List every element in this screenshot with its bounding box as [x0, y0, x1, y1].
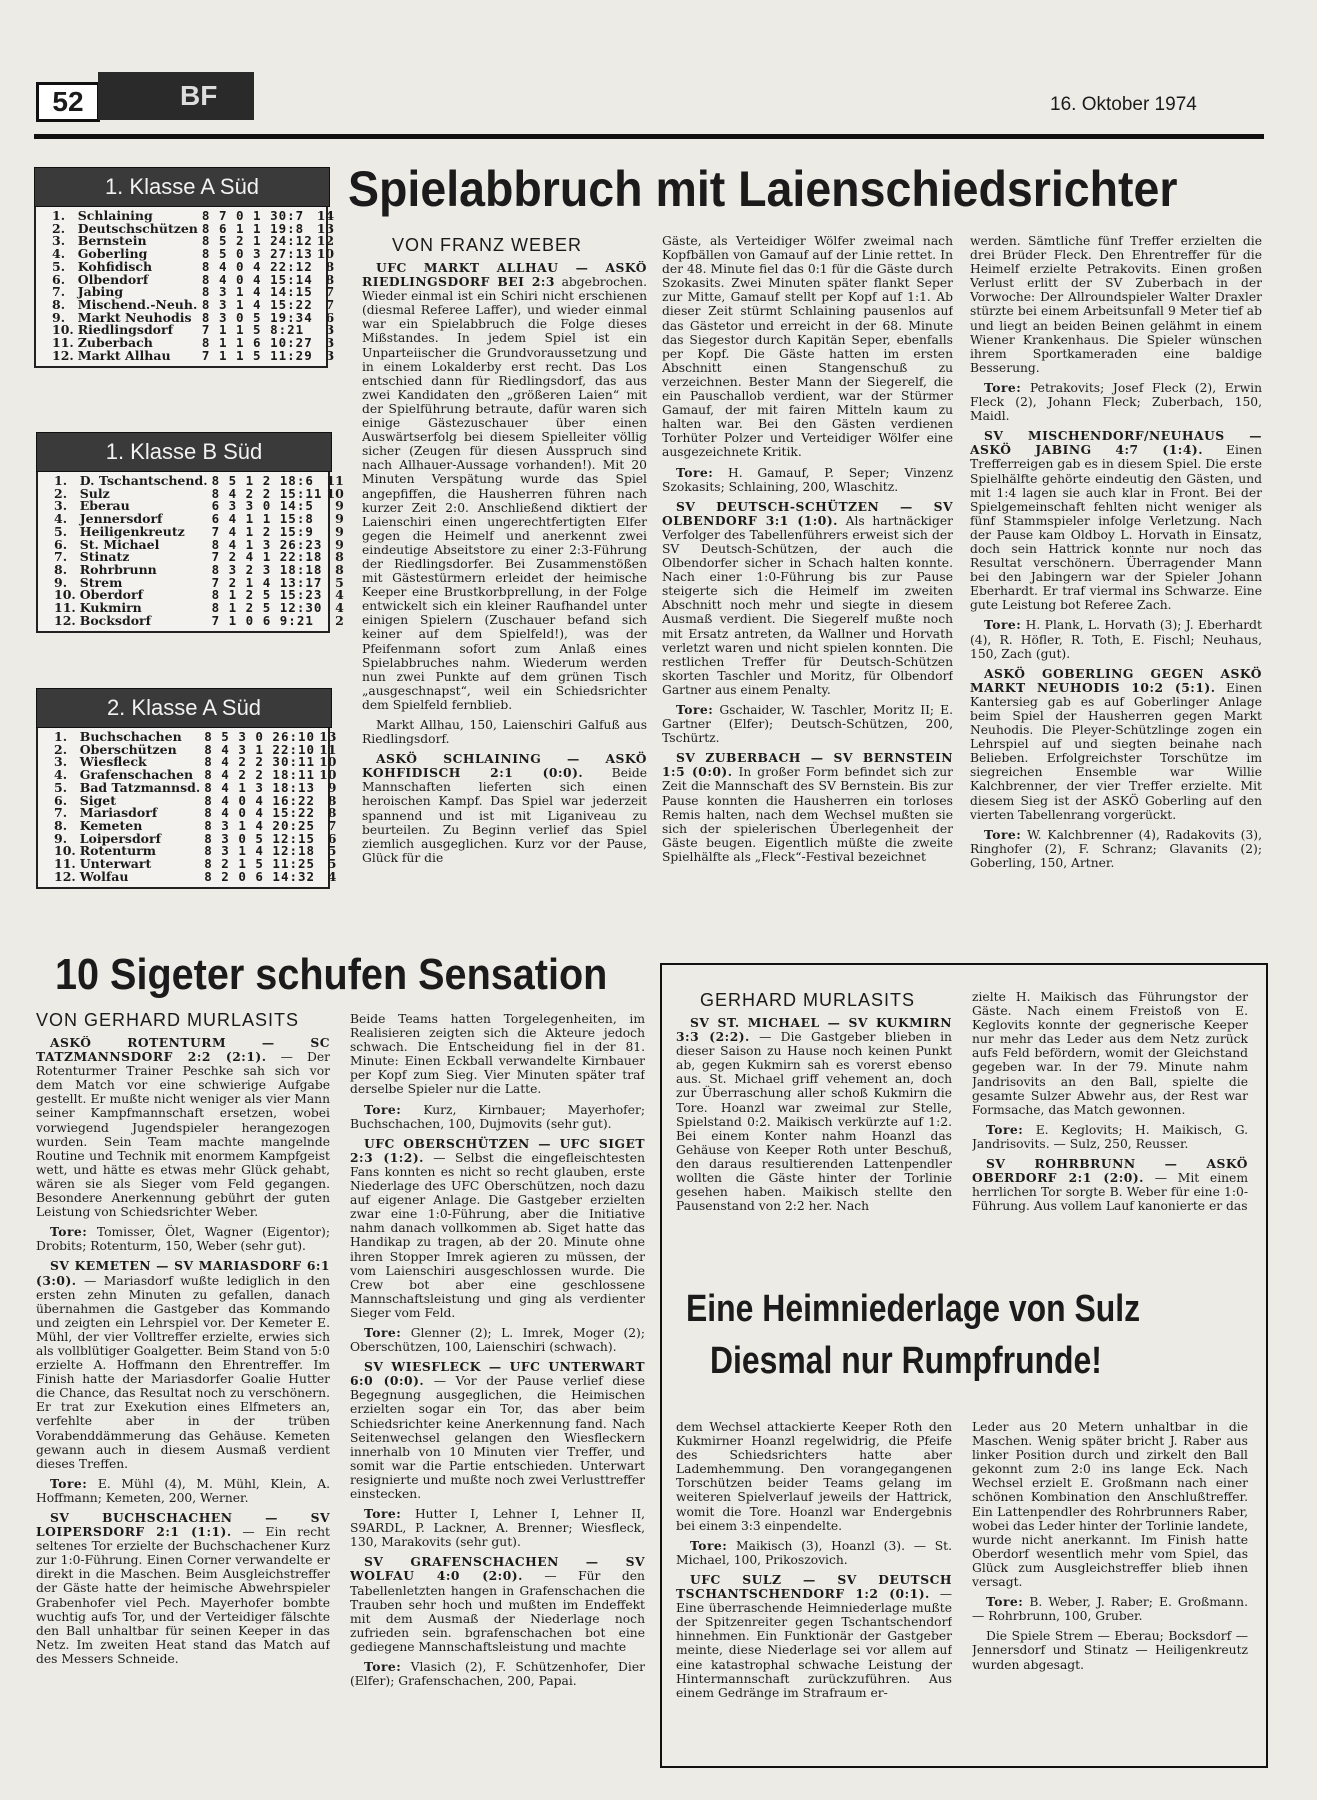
table-cell-n: 9. [54, 830, 68, 846]
article1-column-2 [662, 234, 953, 951]
paragraph-lead: Tore: [984, 826, 1022, 842]
paragraph [970, 618, 1262, 660]
table-cell-team: Jabing [77, 284, 124, 300]
table-cell-pts: 10 [316, 246, 335, 262]
table-cell-stats: 8 3 1 4 12:18 [204, 843, 316, 859]
table-cell-team: Oberschützen [79, 741, 177, 757]
table-cell-team: Eberau [79, 498, 130, 514]
table-cell-team: Olbendorf [77, 271, 149, 287]
table-cell-pts: 8 [325, 271, 335, 287]
table-cell-team: Heiligenkreutz [79, 523, 185, 539]
table-cell-pts: 4 [335, 600, 344, 616]
paragraph [350, 1012, 645, 1097]
table-cell-pts: 5 [335, 574, 344, 590]
table-cell-team: Zuberbach [77, 335, 153, 351]
table-cell-pts: 3 [325, 347, 335, 363]
article1-headline: Spielabbruch mit Laienschiedsrichter [348, 161, 1178, 217]
paragraph-text: H. Plank, L. Horvath (3); J. Eberhardt (4), R. Höfler, R. Toth, E. Fischl; Neuhaus, 150, Zach (gut). [970, 618, 1262, 661]
table-1-klasse-a-sued [34, 167, 335, 368]
paragraph-lead: UFC OBERSCHÜTZEN — UFC SIGET 2:3 (1:2). [350, 1135, 645, 1165]
table-title: 1. Klasse B Süd [36, 432, 332, 472]
table-cell-stats: 8 3 2 3 18:18 [211, 561, 323, 577]
paragraph-text: B. Weber, J. Raber; E. Großmann. — Rohrbrunn, 100, Gruber. [972, 1595, 1248, 1624]
table-cell-team: Kohfidisch [77, 258, 153, 274]
table-cell-stats: 7 1 1 5 8:21 [201, 322, 305, 338]
paragraph [350, 1660, 645, 1688]
table-cell-stats: 8 3 0 5 12:15 [204, 830, 316, 846]
paragraph [972, 990, 1248, 1117]
table-cell-team: St. Michael [79, 536, 160, 552]
table-cell-n: 10. [52, 322, 74, 338]
table-cell-n: 3. [52, 233, 66, 249]
table-cell-stats: 8 4 0 4 15:22 [204, 805, 316, 821]
paragraph [972, 1123, 1248, 1151]
table-cell-team: Mariasdorf [79, 805, 158, 821]
table-cell-n: 3. [54, 754, 68, 770]
table-cell-pts: 14 [316, 208, 335, 223]
paragraph-text: E. Keglovits; H. Maikisch, G. Jandrisovits. — Sulz, 250, Reusser. [972, 1122, 1248, 1151]
article2-byline: VON GERHARD MURLASITS [36, 1010, 300, 1030]
paragraph-lead: SV ST. MICHAEL — SV KUKMIRN 3:3 (2:2). [676, 1016, 952, 1045]
paragraph-text: Kurz, Kirnbauer; Mayerhofer; Buchschachen, 100, Dujmovits (sehr gut). [350, 1102, 645, 1131]
table-cell-pts: 3 [325, 322, 335, 338]
table-cell-stats: 7 1 0 6 9:21 [211, 612, 314, 628]
paragraph [662, 751, 953, 864]
paragraph-text: Die Spiele Strem — Eberau; Bocksdorf — Jennersdorf und Stinatz — Heiligenkreutz wurden abgesagt. [972, 1629, 1248, 1672]
table-cell-pts: 5 [327, 856, 337, 872]
table-cell-stats: 7 2 4 1 22:18 [211, 549, 323, 565]
article4-headline-line1: Eine Heimniederlage von Sulz [686, 1288, 1141, 1330]
paragraph [362, 752, 647, 865]
paragraph [36, 1036, 330, 1219]
paragraph-text: — Ein recht seltenes Tor erzielte der Buchschachener Kurz zur 1:0-Führung. Einen Corner verwandelte er direkt in die Maschen. Beim Ausgleichstreffer der Gäste hatte der heimische Abwehrspieler Grabenhofer viel Pech. Mayerhofer bombte wuchtig aufs Tor, und der Verteidiger fälschte den Ball unhaltbar für seinen Keeper in das Netz. Im zweiten Heat stand das Match auf des Messers Schneide. [36, 1525, 330, 1666]
table-cell-stats: 8 4 0 4 16:22 [204, 792, 316, 808]
paragraph [972, 1629, 1248, 1671]
paragraph-lead: UFC MARKT ALLHAU — ASKÖ RIEDLINGSDORF BEI 2:3 [362, 261, 647, 290]
standings-table [52, 731, 338, 883]
paragraph-lead: SV WIESFLECK — UFC UNTERWART 6:0 (0:0). [350, 1359, 645, 1389]
header-rule [34, 134, 1264, 139]
article1-byline: VON FRANZ WEBER [392, 235, 583, 255]
paragraph-lead: Tore: [50, 1224, 88, 1240]
table-cell-pts: 7 [327, 817, 337, 833]
table-cell-pts: 13 [316, 220, 335, 236]
table-cell-n: 2. [52, 220, 66, 236]
paragraph-lead: SV BUCHSCHACHEN — SV LOIPERSDORF 2:1 (1:1). [36, 1510, 330, 1540]
paragraph-text: Vlasich (2), F. Schützenhofer, Dier (Elfer); Grafenschachen, 200, Papai. [350, 1660, 645, 1689]
paragraph-text: Einen Kantersieg gab es auf Goberlinger Anlage beim Spiel der Hausherren gegen Markt Neuhodis. Die Pleyer-Schützlinge zogen ein Lehrspiel auf und siegten beinahe nach Belieben. Erfolgreichster Torschütze im siegreichen Ensemble war Willie Kalchbrenner, der vier Treffer erzielte. Mit diesem Sieg ist der ASKÖ Goberling auf den vierten Tabellenrang vorgerückt. [970, 680, 1262, 822]
standings-table [52, 475, 346, 627]
table-cell-stats: 8 1 1 6 10:27 [201, 335, 313, 351]
table-cell-pts: 11 [319, 741, 337, 757]
page-number: 52 [36, 82, 100, 122]
paragraph [362, 261, 647, 712]
table-cell-pts: 6 [325, 309, 335, 325]
paragraph-text: Einen Trefferreigen gab es in diesem Spiel. Die erste Spielhälfte gehörte eindeutig den Gästen, und mit 1:4 lagen sie auch klar in Front. Bei der Spielgemeinschaft fehlten nicht weniger als fünf Stammspieler infolge Verletzung. Nach der Pause kam Oldboy L. Horvath in Einsatz, doch sein Hattrick konnte nur noch das Resultat verschönern. Überragender Mann bei den Jabingern war der Spieler Johann Eberhardt. Er traf viermal ins Schwarze. Eine gute Leistung bot Referee Zach. [970, 443, 1262, 613]
table-cell-team: Deutschschützen [77, 220, 198, 236]
table-cell-pts: 8 [335, 549, 344, 565]
paragraph-text: Beide Teams hatten Torgelegenheiten, im Realisieren zeigten sich die Akteure jedoch schwach. Die Entscheidung fiel in der 81. Minute: Einen Eckball verwandelte Kirnbauer per Kopf zum Sieg. Vier Minuten später traf derselbe Spieler nur die Latte. [350, 1012, 645, 1097]
table-cell-team: Bad Tatzmannsd. [79, 779, 201, 795]
table-cell-stats: 8 1 2 5 15:23 [211, 587, 323, 603]
paragraph [350, 1326, 645, 1354]
paragraph-lead: SV KEMETEN — SV MARIASDORF 6:1 (3:0). [36, 1258, 330, 1288]
table-cell-n: 10. [54, 587, 76, 603]
table-cell-pts: 3 [325, 335, 335, 351]
table-cell-n: 1. [54, 473, 68, 488]
paragraph-text: Beide Mannschaften lieferten sich einen heroischen Kampf. Das Spiel war jederzeit spannend und ist mit Liganiveau zu beurteilen. Zu Beginn verlief das Spiel ziemlich ausgeglichen. Kurz vor der Pause, Glück für die [362, 766, 647, 865]
table-cell-n: 5. [52, 258, 66, 274]
table-cell-stats: 6 3 3 0 14:5 [211, 498, 314, 514]
table-cell-stats: 8 5 2 1 24:12 [201, 233, 313, 249]
table-cell-n: 4. [54, 511, 68, 527]
paragraph-lead: Tore: [364, 1101, 402, 1117]
table-cell-n: 11. [54, 856, 76, 872]
table-cell-n: 5. [54, 779, 68, 795]
paragraph-lead: UFC SULZ — SV DEUTSCH TSCHANTSCHENDORF 1:2 (0:1). [676, 1571, 952, 1602]
paragraph-text: Gäste, als Verteidiger Wölfer zweimal nach Kopfbällen von Gamauf auf der Linie rettet. In der 48. Minute fiel das 0:1 für die Gäste durch Szokasits. Zwei Minuten später flankt Seper zur Mitte, Gamauf stellt per Kopf auf 1:1. Ab dieser Zeit stürmt Schlaining pausenlos auf das Gästetor und erreicht in der 68. Minute das Siegestor durch Kapitän Seper, ebenfalls per Kopf. Die Gäste hatten im ersten Abschnitt einen Stangenschuß zu verzeichnen. Bester Mann der Siegerelf, die ein Pauschallob verdient, war der Stürmer Gamauf, der mit fairen Mitteln kaum zu halten war. Bei den Gästen verdienen Torhüter Polzer und Verteidiger Wölfer eine ausgezeichnete Kritik. [662, 234, 953, 460]
paragraph-lead: Tore: [986, 1121, 1024, 1137]
table-cell-pts: 4 [327, 868, 337, 884]
table-cell-team: Goberling [77, 246, 148, 262]
table-cell-n: 12. [54, 612, 76, 628]
paragraph [662, 703, 953, 745]
table-cell-n: 6. [52, 271, 66, 287]
table-cell-team: Siget [79, 792, 116, 808]
table-cell-n: 8. [54, 561, 68, 577]
paragraph [350, 1555, 645, 1654]
table-cell-team: Wolfau [79, 868, 129, 884]
table-cell-n: 1. [52, 208, 66, 223]
table-title: 2. Klasse A Süd [36, 688, 332, 728]
paragraph-text: — Die Gastgeber blieben in dieser Saison zu Hause noch keinen Punkt ab, gegen Kukmirn sah es vorerst ebenso aus. St. Michael griff vehement an, doch zur Überraschung aller schoß Kukmirn die Tore. Hoanzl war zweimal zur Stelle, Spielstand 0:2. Maikisch verkürzte auf 1:2. Bei einem Konter nahm Hoanzl das Gehäuse von Keeper Roth unter Beschuß, den daraus resultierenden Lattenpendler wollten die Gäste hinter der Torlinie gesehen haben. Maikisch stellte den Pausenstand von 2:2 her. Nach [676, 1030, 952, 1214]
table-cell-n: 6. [54, 792, 68, 808]
article4-column-1 [676, 1420, 952, 1760]
table-cell-pts: 5 [327, 843, 337, 859]
paragraph-text: werden. Sämtliche fünf Treffer erzielten die drei Brüder Fleck. Den Ehrentreffer für die Heimelf erzielte Petrakovits. Einen großen Verlust erlitt der SV Zuberbach in der Vorwoche: Der Allroundspieler Walter Draxler stürzte bei einem Arbeitsunfall 9 Meter tief ab und liegt an beiden Beinen gelähmt in einem Wiener Krankenhaus. Die Spieler wünschen ihrem Sportkameraden eine baldige Besserung. [970, 234, 1262, 375]
table-cell-pts: 6 [327, 830, 337, 846]
table-cell-team: Kemeten [79, 817, 143, 833]
paragraph-lead: ASKÖ ROTENTURM — SC TATZMANNSDORF 2:2 (2:1). [36, 1036, 330, 1065]
paragraph-text: — Mariasdorf wußte lediglich in den ersten zehn Minuten zu gefallen, danach übernahmen die Gastgeber das Kommando und zeigten ein Lehrspiel vor. Der Kemeter E. Mühl, der vier Volltreffer erzielte, erwies sich als vollblütiger Goalgetter. Beim Stand von 5:0 erzielte A. Hoffmann den Ehrentreffer. Im Finish hatte der Mariasdorfer Goalie Hutter die Chance, das Resultat noch zu verschönern. Er trat zur Exekution eines Elfmeters an, verfehlte aber in der trüben Vorabenddämmerung das Gehäuse. Kemeten gewann auch in diesem Ausmaß verdient dieses Treffen. [36, 1273, 330, 1471]
table-cell-team: Bernstein [77, 233, 147, 249]
table-cell-n: 4. [52, 246, 66, 262]
table-cell-stats: 8 4 1 3 26:23 [211, 536, 323, 552]
table-cell-n: 7. [52, 284, 66, 300]
table-cell-team: Buchschachen [79, 729, 182, 744]
table-cell-n: 11. [52, 335, 74, 351]
paragraph-lead: Tore: [50, 1475, 88, 1491]
table-cell-pts: 9 [335, 536, 344, 552]
paragraph [970, 381, 1262, 423]
paragraph-text: Markt Allhau, 150, Laienschiri Galfuß aus Riedlingsdorf. [362, 718, 647, 747]
table-cell-team: Rohrbrunn [79, 561, 157, 577]
paragraph-lead: SV ZUBERBACH — SV BERNSTEIN 1:5 (0:0). [662, 750, 953, 780]
table-cell-stats: 8 2 1 5 11:25 [204, 856, 316, 872]
table-cell-n: 12. [52, 347, 74, 363]
table-cell-team: Kukmirn [79, 600, 142, 616]
table-cell-pts: 9 [335, 498, 344, 514]
table-cell-pts: 7 [325, 284, 335, 300]
table-cell-stats: 8 7 0 1 30:7 [201, 208, 305, 223]
table-cell-team: Rotenturm [79, 843, 156, 859]
table-title: 1. Klasse A Süd [34, 167, 330, 207]
table-cell-pts: 10 [319, 767, 337, 783]
table-cell-team: Stinatz [79, 549, 130, 565]
table-row [52, 871, 338, 884]
paragraph [36, 1477, 330, 1505]
table-cell-pts: 8 [327, 792, 337, 808]
table-cell-n: 8. [54, 817, 68, 833]
table-cell-stats: 8 6 1 1 19:8 [201, 220, 305, 236]
paragraph [970, 667, 1262, 822]
table-cell-team: Grafenschachen [79, 767, 194, 783]
table-cell-stats: 7 2 1 4 13:17 [211, 574, 323, 590]
table-cell-stats: 8 5 0 3 27:13 [201, 246, 313, 262]
table-cell-team: Unterwart [79, 856, 152, 872]
article3-byline: GERHARD MURLASITS [700, 990, 916, 1010]
paragraph-text: E. Mühl (4), M. Mühl, Klein, A. Hoffmann; Kemeten, 200, Werner. [36, 1476, 330, 1505]
table-cell-stats: 8 5 3 0 26:10 [204, 729, 316, 744]
table-cell-pts: 10 [319, 754, 337, 770]
table-cell-pts: 9 [335, 511, 344, 527]
publication-logo: BF [98, 72, 254, 120]
article1-column-3 [970, 234, 1262, 951]
issue-date: 16. Oktober 1974 [1050, 94, 1197, 115]
table-cell-team: Strem [79, 574, 123, 590]
paragraph [662, 466, 953, 494]
table-cell-stats: 8 4 3 1 22:10 [204, 741, 316, 757]
paragraph [36, 1511, 330, 1666]
paragraph [36, 1225, 330, 1253]
paragraph-text: — Selbst die eingefleischtesten Fans konnten es nicht so recht glauben, erste Niederlage des UFC Oberschützen, noch dazu auf eigener Anlage. Die Gastgeber erzielten zwar eine 1:0-Führung, aber die Initiative nahm danach vollkommen ab. Siget hatte das Handikap zu tragen, ab der 20. Minute ohne ihren Stopper Imrek agieren zu müssen, der vom Laienschiri ausgeschlossen wurde. Die Crew bot aber eine geschlossene Mannschaftsleistung und ging als verdienter Sieger vom Feld. [350, 1150, 645, 1320]
paragraph-text: Hutter I, Lehner I, Lehner II, S9ARDL, P. Lackner, A. Brenner; Wiesfleck, 130, Marakovits (sehr gut). [350, 1507, 645, 1550]
table-cell-team: Sulz [79, 485, 110, 501]
table-cell-stats: 8 3 1 4 14:15 [201, 284, 313, 300]
table-cell-team: Oberdorf [79, 587, 143, 603]
paragraph [970, 429, 1262, 612]
table-cell-pts: 12 [316, 233, 335, 249]
table-row [52, 615, 346, 628]
paragraph-lead: Tore: [986, 1594, 1024, 1610]
paragraph [350, 1507, 645, 1549]
table-cell-n: 6. [54, 536, 68, 552]
article1-column-1 [362, 261, 647, 951]
paragraph-lead: Tore: [984, 617, 1022, 633]
paragraph [676, 1016, 952, 1213]
table-cell-stats: 8 3 0 5 19:34 [201, 309, 313, 325]
table-cell-n: 9. [52, 309, 66, 325]
table-cell-pts: 4 [335, 587, 344, 603]
paragraph [972, 1157, 1248, 1213]
table-cell-n: 9. [54, 574, 68, 590]
paragraph-lead: Tore: [690, 1537, 728, 1553]
paragraph [350, 1360, 645, 1501]
table-cell-stats: 7 4 1 2 15:9 [211, 523, 314, 539]
paragraph-lead: ASKÖ GOBERLING GEGEN ASKÖ MARKT NEUHODIS 10:2 (5:1). [970, 665, 1262, 695]
table-cell-pts: 9 [335, 523, 344, 539]
paragraph-lead: ASKÖ SCHLAINING — ASKÖ KOHFIDISCH 2:1 (0:0). [362, 751, 647, 781]
paragraph-lead: SV DEUTSCH-SCHÜTZEN — SV OLBENDORF 3:1 (1:0). [662, 498, 953, 528]
paragraph-lead: Tore: [984, 379, 1022, 395]
paragraph [36, 1259, 330, 1470]
table-cell-n: 8. [52, 296, 66, 312]
table-cell-stats: 8 4 2 2 18:11 [204, 767, 316, 783]
table-cell-n: 1. [54, 729, 68, 744]
paragraph-text: Maikisch (3), Hoanzl (3). — St. Michael, 100, Prikoszovich. [676, 1538, 952, 1567]
table-cell-team: Wiesfleck [79, 754, 147, 770]
table-cell-pts: 13 [319, 729, 337, 744]
table-cell-stats: 8 3 1 4 20:25 [204, 817, 316, 833]
article4-column-2 [972, 1420, 1248, 1760]
paragraph-lead: SV ROHRBRUNN — ASKÖ OBERDORF 2:1 (2:0). [972, 1156, 1248, 1186]
table-cell-n: 5. [54, 523, 68, 539]
table-cell-stats: 8 3 1 4 15:22 [201, 296, 313, 312]
article2-headline: 10 Sigeter schufen Sensation [55, 950, 608, 999]
table-cell-n: 2. [54, 741, 68, 757]
paragraph [350, 1137, 645, 1320]
table-cell-pts: 8 [325, 258, 335, 274]
table-cell-stats: 7 1 1 5 11:29 [201, 347, 313, 363]
paragraph [362, 718, 647, 746]
table-cell-pts: 9 [327, 779, 337, 795]
paragraph-text: — Mit einem herrlichen Tor sorgte B. Weber für eine 1:0-Führung. Aus vollem Lauf kanonierte er das [972, 1171, 1248, 1214]
table-cell-pts: 8 [335, 561, 344, 577]
table-cell-stats: 8 4 0 4 15:14 [201, 271, 313, 287]
table-cell-team: Loipersdorf [79, 830, 161, 846]
paragraph-lead: Tore: [676, 702, 714, 717]
paragraph-text: Tomisser, Ölet, Wagner (Eigentor); Drobits; Rotenturm, 150, Weber (sehr gut). [36, 1225, 330, 1254]
paragraph-text: H. Gamauf, P. Seper; Vinzenz Szokasits; Schlaining, 200, Wlaschitz. [662, 465, 953, 494]
table-cell-pts: 2 [335, 612, 344, 628]
table-cell-stats: 8 1 2 5 12:30 [211, 600, 323, 616]
paragraph-text: Glenner (2); L. Imrek, Moger (2); Oberschützen, 100, Laienschiri (schwach). [350, 1325, 645, 1355]
table-cell-n: 4. [54, 767, 68, 783]
paragraph-lead: Tore: [364, 1659, 402, 1675]
paragraph-text: — Eine überraschende Heimniederlage mußte der Spitzenreiter gegen Tschantschendorf hinnehmen. Ein Funktionär der Gastgeber meinte, diese Niederlage sei vor allem auf eine katastrophal schwache Leistung der Hintermannschaft zurückzuführen. Aus einem Gedränge im Strafraum er- [676, 1587, 952, 1700]
table-cell-pts: 11 [326, 473, 344, 488]
paragraph [970, 828, 1262, 870]
paragraph-text: Gschaider, W. Taschler, Moritz II; E. Gartner (Elfer); Deutsch-Schützen, 200, Tschürtz. [662, 703, 953, 746]
table-1-klasse-b-sued [36, 432, 344, 633]
article4-headline-line2: Diesmal nur Rumpfrunde! [710, 1340, 1102, 1382]
paragraph-text: Als hartnäckiger Verfolger des Tabellenführers erweist sich der SV Deutsch-Schützen, der auch die Olbendorfer sicher in Schach halten konnte. Nach einer 1:0-Führung bis zur Pause steigerte sich die Heimelf im zweiten Abschnitt noch mehr und siegte in diesem Ausmaß verdient. Die Siegerelf mußte noch mit Ersatz antreten, da Wallner und Horvath verletzt waren und nicht spielen konnten. Die restlichen Treffer für Deutsch-Schützen skorten Taschler und Moritz, für Olbendorf Gartner aus einem Penalty. [662, 513, 953, 697]
table-cell-pts: 8 [327, 805, 337, 821]
paragraph-text: dem Wechsel attackierte Keeper Roth den Kukmirner Hoanzl regelwidrig, die Pfeife des Schiedsrichters hatte aber Lademhemmung. Den vorangegangenen Torschützen beider Teams gelang im weiteren Spielverlauf jeweils der Hattrick, womit die Tore. Hoanzl war Endergebnis bei einem 3:3 einpendelte. [676, 1420, 952, 1533]
table-cell-team: Markt Neuhodis [77, 309, 192, 325]
table-row [50, 350, 336, 363]
paragraph [662, 500, 953, 697]
paragraph [676, 1539, 952, 1567]
paragraph [972, 1420, 1248, 1589]
table-2-klasse-a-sued [36, 688, 337, 889]
paragraph-text: In großer Form befindet sich zur Zeit die Mannschaft des SV Bernstein. Bis zur Pause konnten die Hausherren ein torloses Remis halten, nach dem Wechsel mußten sie sich der spielerischen Überlegenheit der Gäste beugen. Eigentlich müßte die zweite Spielhälfte als „Fleck“-Festival bezeichnet [662, 765, 953, 864]
paragraph-text: zielte H. Maikisch das Führungstor der Gäste. Nach einem Freistoß von E. Keglovits konnte der gegnerische Keeper nur mehr das Leder aus dem Netz zurück aufs Feld befördern, womit der Gleichstand gegeben war. In der 79. Minute nahm Jandrisovits an den Ball, spielte die gesamte Sulzer Abwehr aus, der Rest war Formsache, das Match gewonnen. [972, 990, 1248, 1117]
standings-table [50, 210, 336, 362]
table-cell-n: 7. [54, 549, 68, 565]
paragraph-text: Leder aus 20 Metern unhaltbar in die Maschen. Wenig später bricht J. Raber aus linker Position durch und zirkelt den Ball gekonnt zum 2:0 ins lange Eck. Nach Wechsel erzielt E. Großmann nach einer schönen Kombination den Anschlußtreffer. Ein Lattenpendler des Rohrbrunners Raber, wobei das Leder hinter der Torlinie landete, wurde nicht anerkannt. Im Finish hatte Oberdorf wesentlich mehr vom Spiel, das Glück zum Ausgleichstreffer blieb ihnen versagt. [972, 1420, 1248, 1590]
paragraph [662, 234, 953, 460]
table-cell-n: 10. [54, 843, 76, 859]
paragraph-lead: Tore: [676, 464, 714, 480]
table-cell-stats: 8 4 0 4 22:12 [201, 258, 313, 274]
table-cell-n: 11. [54, 600, 76, 616]
paragraph [972, 1595, 1248, 1623]
paragraph-lead: SV GRAFENSCHACHEN — SV WOLFAU 4:0 (2:0). [350, 1554, 645, 1584]
paragraph [350, 1103, 645, 1131]
paragraph [676, 1420, 952, 1533]
table-cell-pts: 7 [325, 296, 335, 312]
paragraph-lead: Tore: [364, 1506, 402, 1522]
table-cell-stats: 8 4 2 2 30:11 [204, 754, 316, 770]
table-cell-team: D. Tschantschend. [79, 473, 208, 488]
table-cell-team: Markt Allhau [77, 347, 171, 363]
table-cell-team: Bocksdorf [79, 612, 152, 628]
article3-column-1 [676, 1016, 952, 1264]
table-cell-stats: 8 2 0 6 14:32 [204, 868, 316, 884]
paragraph [676, 1573, 952, 1700]
paragraph-text: abgebrochen. Wieder einmal ist ein Schiri nicht erschienen (diesmal Referee Laffer), und wieder einmal war ein Spielabbruch die Folge dieses Mißstandes. In jedem Spiel ist ein Unparteiischer die Grundvoraussetzung und in einem Lokalderby erst recht. Das Los entschied dann für Riedlingsdorf, das aus zwei Kandidaten den „größeren Laien“ mit der Spielführung betraute, dafür waren sich einige Gästezuschauer über einen Auswärtserfolg bei diesem Spielleiter völlig sicher (Zeugen für diesen Ausspruch sind nach Allhauer-Aussage vorhanden!). Mit 20 Minuten Verspätung wurde das Spiel angepfiffen, die Hausherren führen nach kurzer Zeit 2:0. Anschließend diktiert der Laienschiri einen ungerechtfertigten Elfer gegen die Heimelf und anerkennt zwei eindeutige Abseitstore zu einer 2:3-Führung der Riedlingsdorfer. Bei Zusammenstößen mit Gästestürmern erleidet der heimische Keeper eine Brustkorbprellung, in der Folge entwickelt sich ein kleiner Raufhandel unter einigen Spielern (Zuschauer befand sich keiner auf dem Spielfeld!), was der Pfeifenmann sofort zum Anlaß eines Spielabbruches nahm. Wiederum werden nun zwei Punkte auf dem grünen Tisch „ausgeschnapst“, weil ein Schiedsrichter dem Spielfeld fernblieb. [362, 275, 647, 712]
table-cell-n: 7. [54, 805, 68, 821]
article3-column-2 [972, 990, 1248, 1264]
table-cell-pts: 10 [326, 485, 344, 501]
table-cell-team: Mischend.-Neuh. [77, 296, 198, 312]
table-cell-team: Schlaining [77, 208, 153, 223]
table-cell-team: Riedlingsdorf [77, 322, 173, 338]
table-cell-stats: 8 4 2 2 15:11 [211, 485, 323, 501]
paragraph-text: W. Kalchbrenner (4), Radakovits (3), Ringhofer (2), F. Schranz; Glavanits (2); Goberling, 150, Artner. [970, 827, 1262, 870]
table-cell-stats: 6 4 1 1 15:8 [211, 511, 314, 527]
table-cell-n: 3. [54, 498, 68, 514]
table-cell-n: 12. [54, 868, 76, 884]
table-cell-stats: 8 5 1 2 18:6 [211, 473, 314, 488]
paragraph-text: Petrakovits; Josef Fleck (2), Erwin Fleck (2), Johann Fleck; Zuberbach, 150, Maidl. [970, 380, 1262, 424]
table-cell-stats: 8 4 1 3 18:13 [204, 779, 316, 795]
paragraph-lead: Tore: [364, 1324, 402, 1340]
table-cell-n: 2. [54, 485, 68, 501]
table-cell-team: Jennersdorf [79, 511, 163, 527]
article2-column-2 [350, 1012, 645, 1786]
paragraph-text: — Für den Tabellenletzten hangen in Grafenschachen die Trauben sehr hoch und mußten im Endeffekt mit dem Ausmaß der Niederlage noch zufrieden sein. bgrafenschachen bot eine gediegene Mannschaftsleistung und machte [350, 1569, 645, 1654]
paragraph-text: — Der Rotenturmer Trainer Peschke sah sich vor dem Match vor eine schwierige Aufgabe gestellt. Er mußte nicht weniger als vier Mann seiner Kampfmannschaft ersetzen, wobei vorwiegend Jugendspieler herangezogen wurden. Sein Team machte mangelnde Routine und Technik mit enormem Kampfgeist wett, und hätte es etwas mehr Glück gehabt, wären sie als Sieger vom Feld gegangen. Besondere Anerkennung gebührt der guten Leistung von Schiedsrichter Weber. [36, 1050, 330, 1220]
paragraph [970, 234, 1262, 375]
paragraph-text: — Vor der Pause verlief diese Begegnung ausgeglichen, die Heimischen erzielten sogar ein Tor, das aber beim Schiedsrichter keine Anerkennung fand. Nach Seitenwechsel gelangen den Wiesfleckern innerhalb von 10 Minuten vier Treffer, und somit war die Partie entschieden. Unterwart resignierte und mußte noch zwei Verlusttreffer einstecken. [350, 1374, 645, 1501]
paragraph-lead: SV MISCHENDORF/NEUHAUS — ASKÖ JABING 4:7 (1:4). [970, 428, 1262, 458]
article2-column-1 [36, 1036, 330, 1786]
